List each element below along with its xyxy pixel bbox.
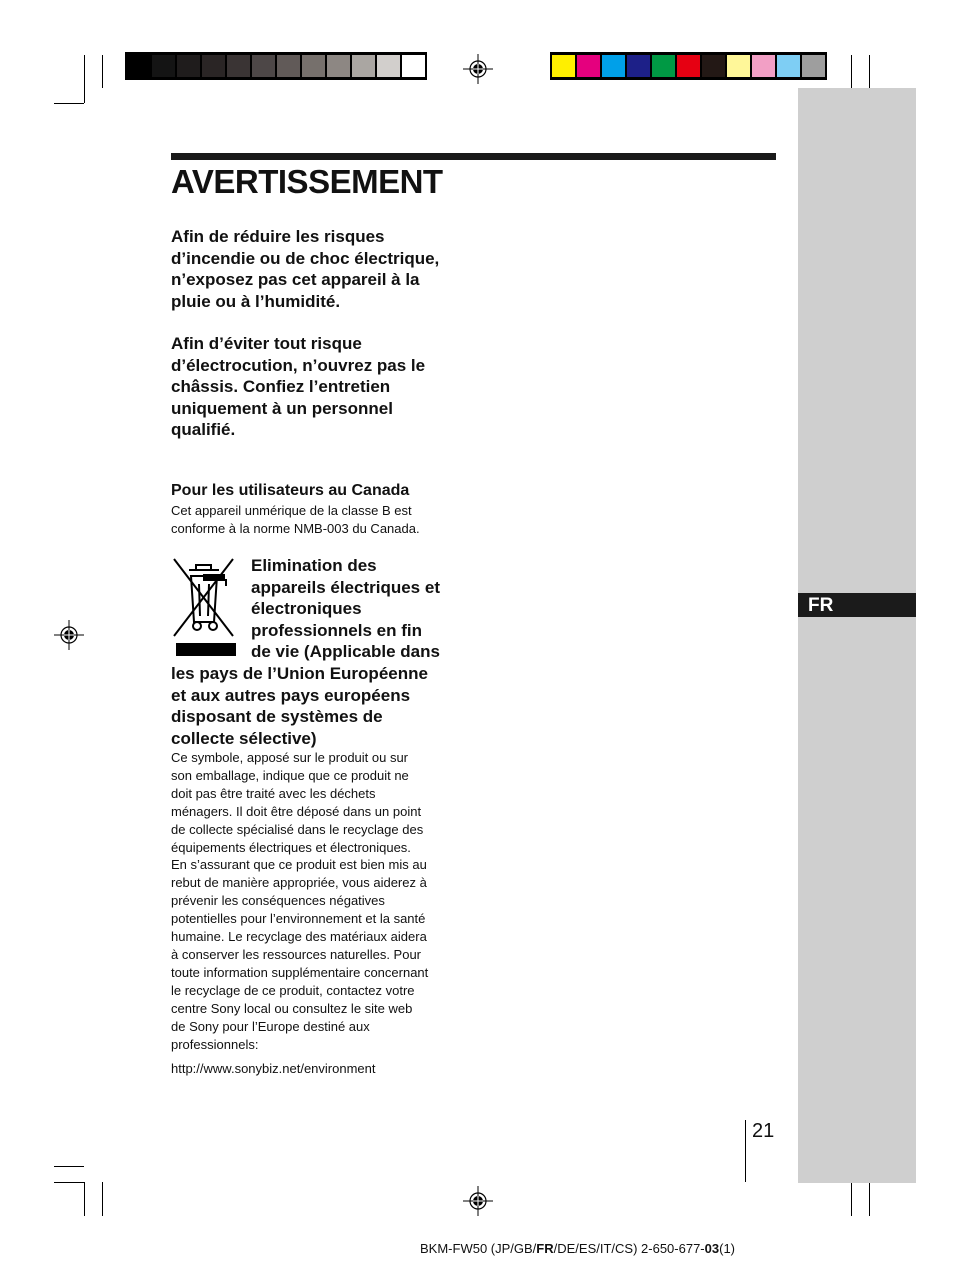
weee-heading-side xyxy=(251,555,471,663)
footer-model-line xyxy=(420,1241,735,1256)
color-swatch xyxy=(702,55,725,77)
weee-heading-line: Elimination des xyxy=(251,556,377,575)
color-swatch xyxy=(627,55,650,77)
weee-body-line: à conserver les ressources naturelles. Pour xyxy=(171,946,422,962)
color-swatch xyxy=(752,55,775,77)
color-swatch xyxy=(552,55,575,77)
warning-line: d’électrocution, n’ouvrez pas le xyxy=(171,355,426,375)
footer-languages: /DE/ES/IT/CS) 2-650-677- xyxy=(553,1241,705,1256)
gray-swatch xyxy=(277,55,300,77)
weee-body-line: En s’assurant que ce produit est bien mis au xyxy=(171,857,427,873)
weee-url[interactable]: http://www.sonybiz.net/environment xyxy=(171,1061,376,1076)
weee-heading-line: de vie (Applicable dans xyxy=(251,642,440,662)
canada-heading: Pour les utilisateurs au Canada xyxy=(171,482,410,499)
gray-swatch xyxy=(252,55,275,77)
canada-notice xyxy=(171,502,471,538)
color-swatch xyxy=(602,55,625,77)
weee-body-line: ménagers. Il doit être déposé dans un point xyxy=(171,803,422,819)
weee-body-line: potentielles pour l’environnement et la santé xyxy=(171,911,426,927)
crop-mark xyxy=(54,103,84,104)
weee-body-line: professionnels: xyxy=(171,1036,259,1052)
canada-line: conforme à la norme NMB-003 du Canada. xyxy=(171,520,420,536)
grayscale-calibration-bar xyxy=(125,52,427,80)
footer-current-language: FR xyxy=(536,1241,554,1256)
weee-heading-line: les pays de l’Union Européenne xyxy=(171,664,428,683)
crop-mark xyxy=(102,1182,103,1216)
gray-swatch xyxy=(377,55,400,77)
warning-line: Afin d’éviter tout risque xyxy=(171,334,362,353)
crop-mark xyxy=(851,55,852,88)
weee-body xyxy=(171,749,471,1053)
weee-heading-line: et aux autres pays européens xyxy=(171,685,411,705)
crop-mark xyxy=(54,1166,84,1167)
crop-mark xyxy=(54,1182,84,1183)
weee-body-line: de collecte spécialisé dans le recyclage des xyxy=(171,821,424,837)
canada-line: Cet appareil unmérique de la classe B est xyxy=(171,503,412,518)
weee-body-line: équipements électriques et électroniques. xyxy=(171,839,411,855)
footer-revision: 03 xyxy=(704,1241,720,1256)
page-title: AVERTISSEMENT xyxy=(171,163,443,200)
weee-heading-line: électroniques xyxy=(251,599,362,619)
color-swatch xyxy=(802,55,825,77)
warning-line: Afin de réduire les risques xyxy=(171,227,385,246)
crossed-out-wheelie-bin-icon xyxy=(171,556,237,658)
weee-heading-full xyxy=(171,663,471,749)
weee-body-line: doit pas être traité avec les déchets xyxy=(171,785,376,801)
weee-body-line: humaine. Le recyclage des matériaux aidera xyxy=(171,929,427,945)
page-number: 21 xyxy=(752,1120,775,1142)
warning-line: qualifié. xyxy=(171,420,236,440)
gray-swatch xyxy=(402,55,425,77)
weee-body-line: le recyclage de ce produit, contactez votre xyxy=(171,982,415,998)
warning-line: uniquement à un personnel xyxy=(171,398,393,418)
language-tab xyxy=(798,593,916,617)
footer-revision-tail: (1) xyxy=(719,1241,735,1256)
crop-mark xyxy=(851,1182,852,1216)
registration-mark-icon xyxy=(463,54,493,84)
warning-shock xyxy=(171,333,471,441)
crop-mark xyxy=(869,1182,870,1216)
weee-body-line: Ce symbole, apposé sur le produit ou sur xyxy=(171,750,409,765)
registration-mark-icon xyxy=(54,620,84,650)
weee-body-line: de Sony pour l’Europe destiné aux xyxy=(171,1018,370,1034)
gray-swatch xyxy=(152,55,175,77)
warning-line: pluie ou à l’humidité. xyxy=(171,291,341,311)
gray-swatch xyxy=(327,55,350,77)
color-swatch xyxy=(577,55,600,77)
color-swatch xyxy=(652,55,675,77)
gray-swatch xyxy=(177,55,200,77)
language-sidebar xyxy=(798,88,916,1183)
gray-swatch xyxy=(227,55,250,77)
gray-swatch xyxy=(352,55,375,77)
weee-body-line: son emballage, indique que ce produit ne xyxy=(171,767,409,783)
page-number-rule xyxy=(745,1120,746,1182)
warning-line: n’exposez pas cet appareil à la xyxy=(171,270,420,290)
weee-body-line: toute information supplémentaire concernant xyxy=(171,964,429,980)
title-rule xyxy=(171,153,776,160)
gray-swatch xyxy=(202,55,225,77)
color-swatch xyxy=(727,55,750,77)
color-calibration-bar xyxy=(550,52,827,80)
weee-body-line: rebut de manière appropriée, vous aiderez à xyxy=(171,875,427,891)
weee-heading-line: collecte sélective) xyxy=(171,728,317,748)
weee-heading-line: professionnels en fin xyxy=(251,620,422,640)
weee-body-line: prévenir les conséquences négatives xyxy=(171,893,385,909)
registration-mark-icon xyxy=(463,1186,493,1216)
color-swatch xyxy=(677,55,700,77)
crop-mark xyxy=(84,1182,85,1216)
footer-model: BKM-FW50 (JP/GB/ xyxy=(420,1241,537,1256)
weee-body-line: centre Sony local ou consultez le site web xyxy=(171,1000,413,1016)
weee-heading-line: appareils électriques et xyxy=(251,577,440,597)
gray-swatch xyxy=(127,55,150,77)
warning-line: d’incendie ou de choc électrique, xyxy=(171,248,440,268)
warning-line: châssis. Confiez l’entretien xyxy=(171,377,391,397)
warning-fire xyxy=(171,226,471,312)
weee-heading-line: disposant de systèmes de xyxy=(171,707,383,727)
crop-mark xyxy=(102,55,103,88)
language-tab-label: FR xyxy=(808,595,834,616)
gray-swatch xyxy=(302,55,325,77)
color-swatch xyxy=(777,55,800,77)
crop-mark xyxy=(84,55,85,103)
